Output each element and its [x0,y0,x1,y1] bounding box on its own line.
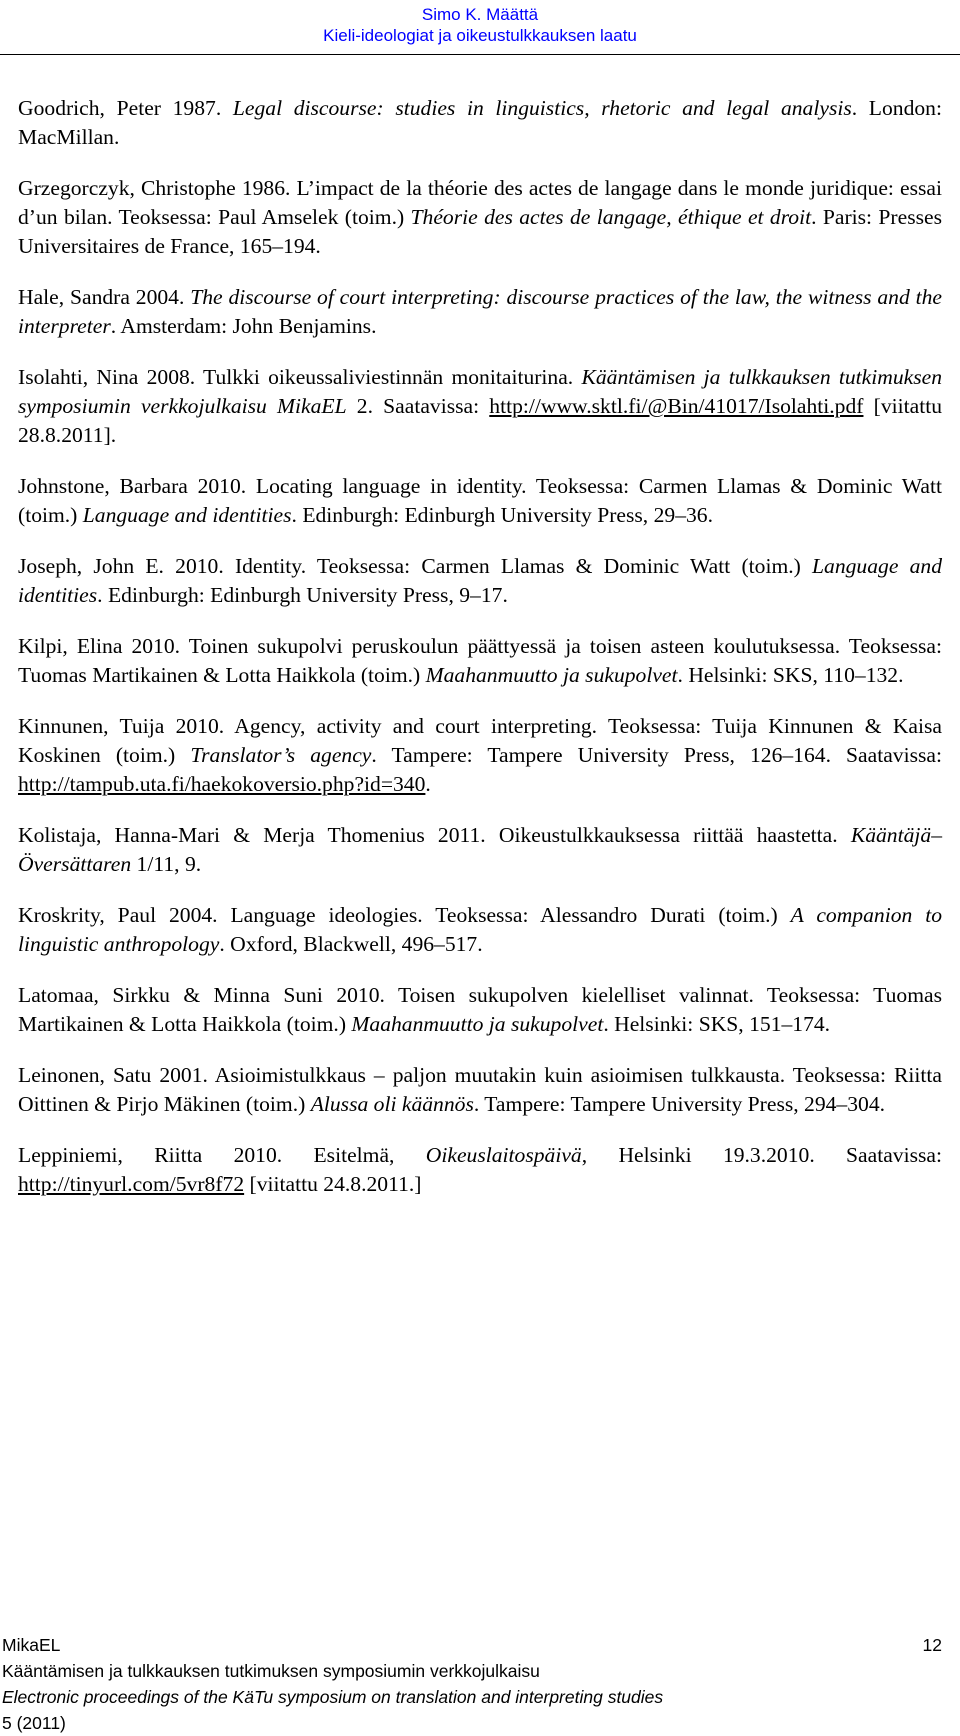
reference-text: Isolahti, Nina 2008. Tulkki oikeussaliviestinnän monitaiturina. [18,365,582,389]
reference-text: Kinnunen, Tuija 2010. Agency, activity and court interpreting. Teoksessa: Tuija Kinnunen & Kaisa Koskinen (toim.) [18,714,942,767]
page-number: 12 [922,1635,942,1655]
reference-italic-title: Théorie des actes de langage, éthique et droit [410,205,812,229]
reference-entry [18,632,942,690]
reference-text: Grzegorczyk, Christophe 1986. L’impact de la théorie des actes de langage dans le monde juridique: essai d’un bilan. Teoksessa: Paul Amselek (toim.) [18,176,942,229]
footer-line-2: Kääntämisen ja tulkkauksen tutkimuksen symposiumin verkkojulkaisu [2,1661,540,1681]
reference-italic-title: Kääntäjä–Översättaren [18,823,942,876]
reference-entry [18,472,942,530]
reference-link[interactable]: http://www.sktl.fi/@Bin/41017/Isolahti.pdf [489,394,864,418]
reference-italic-title: Maahanmuutto ja sukupolvet [425,663,678,687]
header-author: Simo K. Määttä [421,5,539,24]
reference-text: . Edinburgh: Edinburgh University Press, 9–17. [97,583,508,607]
running-header [0,4,960,46]
reference-text: Leppiniemi, Riitta 2010. Esitelmä, [18,1143,426,1167]
header-divider [0,54,960,55]
reference-italic-title: Legal discourse: studies in linguistics, rhetoric and legal analysis [232,96,852,120]
reference-text: . [425,772,431,796]
reference-text: . Amsterdam: John Benjamins. [110,314,377,338]
reference-text: Joseph, John E. 2010. Identity. Teoksessa: Carmen Llamas & Dominic Watt (toim.) [18,554,813,578]
footer-journal: MikaEL [2,1635,61,1655]
reference-italic-title: A companion to linguistic anthropology [18,903,942,956]
reference-text: Latomaa, Sirkku & Minna Suni 2010. Toisen sukupolven kielelliset valinnat. Teoksessa: Tuomas Martikainen & Lotta Haikkola (toim.) [18,983,942,1036]
reference-text: Leinonen, Satu 2001. Asioimistulkkaus – paljon muutakin kuin asioimisen tulkkausta. Teoksessa: Riitta Oittinen & Pirjo Mäkinen (toim.) [18,1063,942,1116]
reference-text: . Helsinki: SKS, 151–174. [603,1012,831,1036]
footer-line-3: Electronic proceedings of the KäTu symposium on translation and interpreting studies [2,1687,664,1707]
reference-italic-title: Maahanmuutto ja sukupolvet [351,1012,604,1036]
reference-text: . Tampere: Tampere University Press, 126–164. Saatavissa: [371,743,942,767]
reference-text: Kolistaja, Hanna-Mari & Merja Thomenius 2011. Oikeustulkkauksessa riittää haastetta. [18,823,851,847]
reference-italic-title: Oikeuslaitospäivä [425,1143,582,1167]
reference-italic-title: Language and identities [18,554,942,607]
reference-text: . Tampere: Tampere University Press, 294–304. [473,1092,886,1116]
reference-link[interactable]: http://tinyurl.com/5vr8f72 [18,1172,245,1196]
reference-text: [viitattu 24.8.2011.] [244,1172,422,1196]
reference-text: . Helsinki: SKS, 110–132. [677,663,904,687]
reference-entry [18,901,942,959]
reference-entry [18,821,942,879]
reference-italic-title: Alussa oli käännös [310,1092,474,1116]
reference-text: Johnstone, Barbara 2010. Locating language in identity. Teoksessa: Carmen Llamas & Dominic Watt (toim.) [18,474,942,527]
footer-line-4: 5 (2011) [2,1713,66,1733]
reference-entry [18,552,942,610]
reference-list [18,94,942,1221]
reference-entry [18,283,942,341]
reference-text: . Edinburgh: Edinburgh University Press, 29–36. [291,503,713,527]
page-footer [0,1632,960,1736]
reference-text: Kroskrity, Paul 2004. Language ideologies. Teoksessa: Alessandro Durati (toim.) [18,903,791,927]
reference-entry [18,1141,942,1199]
reference-text: Hale, Sandra 2004. [18,285,191,309]
reference-entry [18,94,942,152]
reference-text: . London: MacMillan. [18,96,942,149]
reference-text: . Oxford, Blackwell, 496–517. [219,932,483,956]
reference-text: . Paris: Presses Universitaires de France, 165–194. [18,205,942,258]
reference-entry [18,363,942,450]
reference-text: Kilpi, Elina 2010. Toinen sukupolvi peruskoulun päättyessä ja toisen asteen koulutuksessa. Teoksessa: Tuomas Martikainen & Lotta Haikkola (toim.) [18,634,942,687]
reference-text: 1/11, 9. [131,852,202,876]
reference-entry [18,1061,942,1119]
reference-italic-title: Translator’s agency [190,743,372,767]
reference-italic-title: Language and identities [82,503,292,527]
reference-text: 2. Saatavissa: [346,394,490,418]
header-title: Kieli-ideologiat ja oikeustulkkauksen laatu [323,26,637,45]
reference-text: Goodrich, Peter 1987. [18,96,233,120]
reference-link[interactable]: http://tampub.uta.fi/haekokoversio.php?id=340 [18,772,426,796]
reference-text: , Helsinki 19.3.2010. Saatavissa: [581,1143,942,1167]
reference-entry [18,981,942,1039]
reference-entry [18,712,942,799]
reference-italic-title: Kääntämisen ja tulkkauksen tutkimuksen symposiumin verkkojulkaisu MikaEL [18,365,942,418]
reference-italic-title: The discourse of court interpreting: discourse practices of the law, the witness and the interpreter [18,285,942,338]
reference-text: [viitattu 28.8.2011]. [18,394,943,447]
reference-entry [18,174,942,261]
